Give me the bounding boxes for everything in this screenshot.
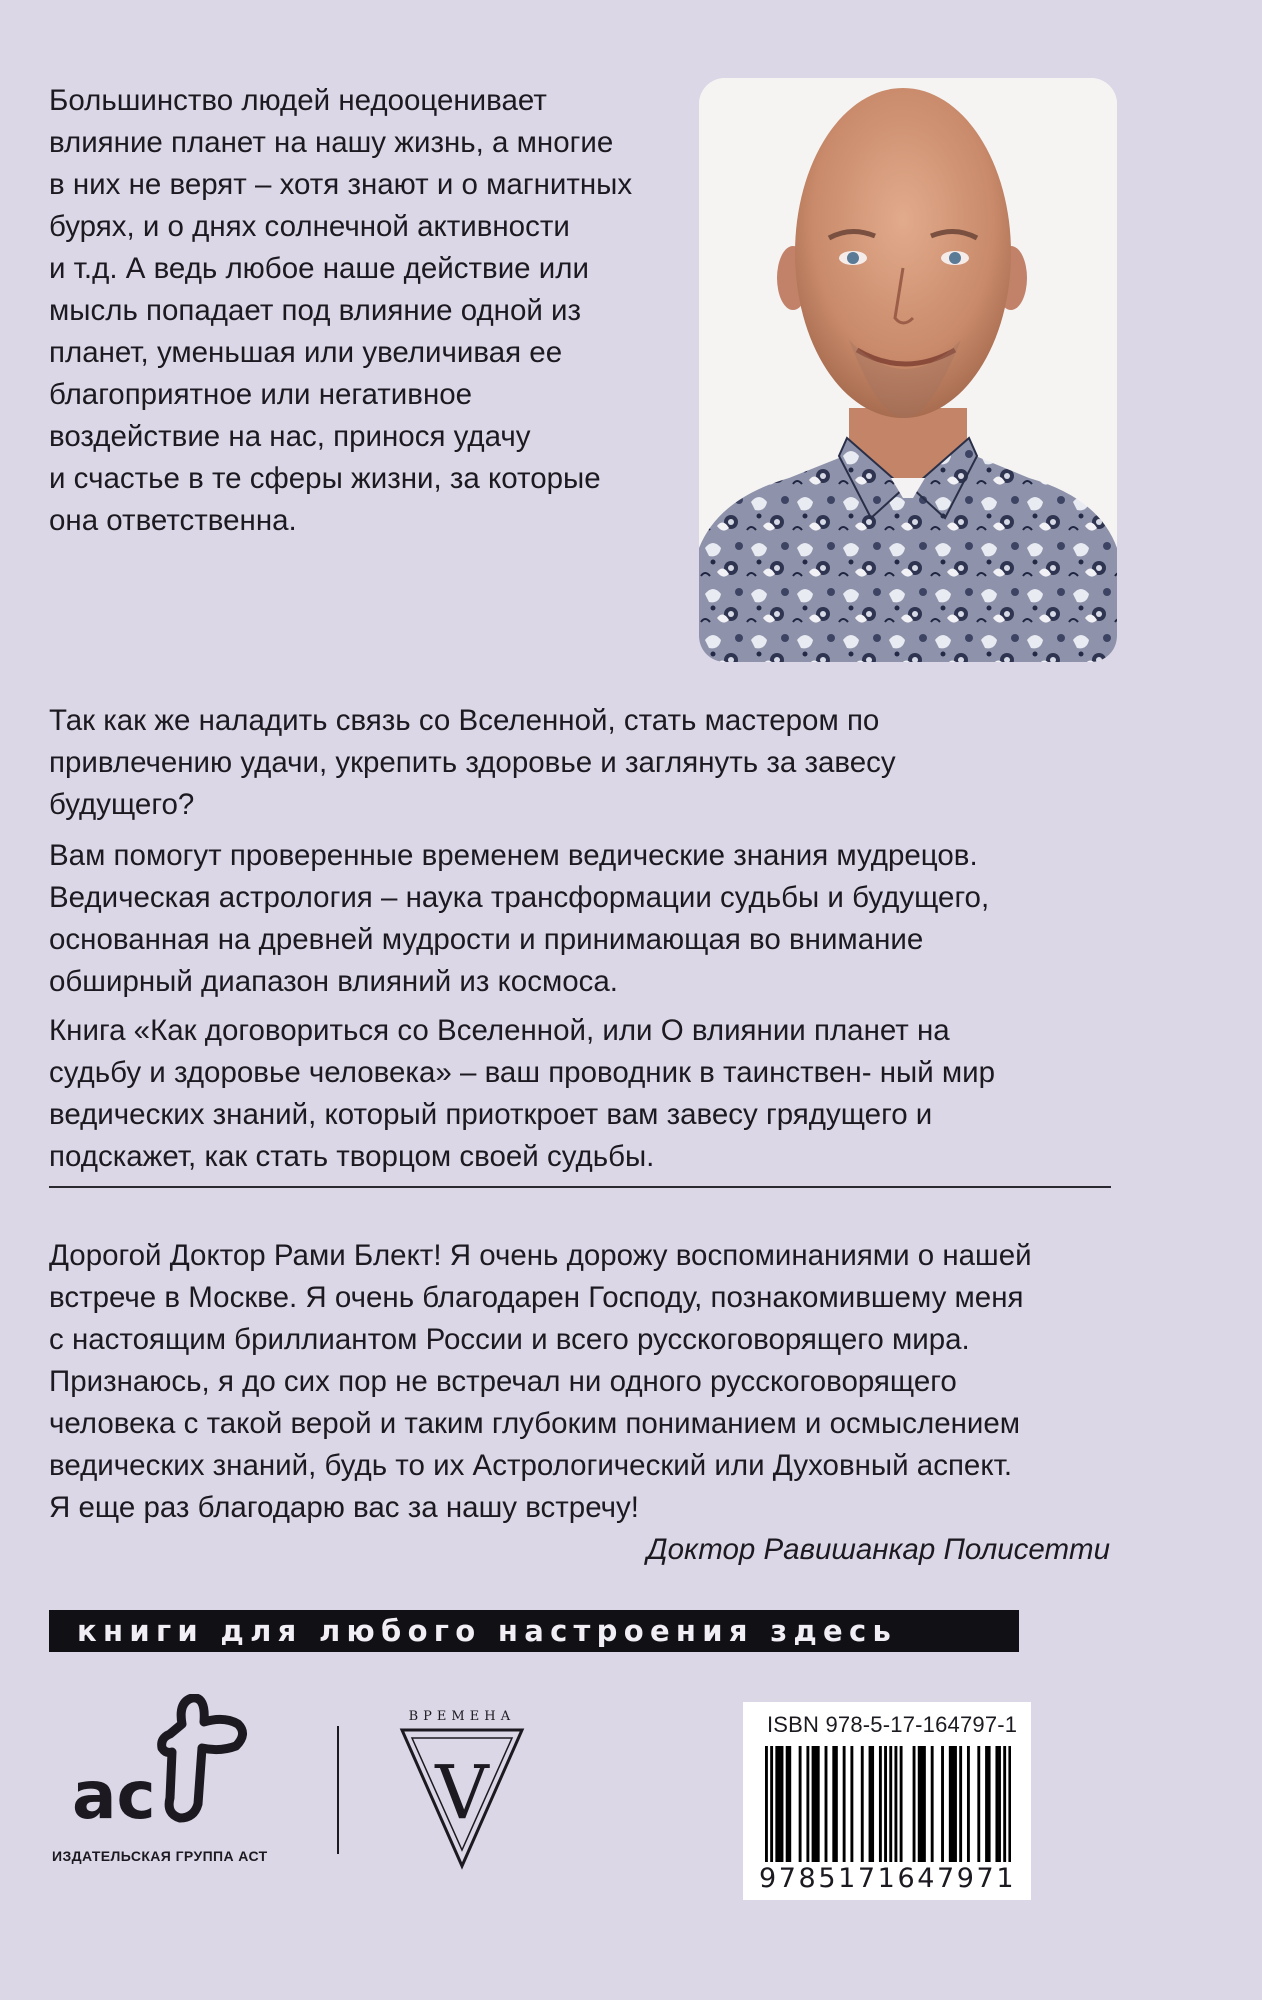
description-paragraph-2: Вам помогут проверенные временем ведические знания мудрецов. Ведическая астрология – наука трансформации судьбы и будущего, основанная на древней мудрости и принимающая во внимание обширный диапазон влияний из космоса. <box>49 839 990 998</box>
vremena-title: ВРЕМЕНА <box>408 1709 516 1724</box>
promo-banner: книги для любого настроения здесь <box>49 1610 1019 1652</box>
barcode-bar <box>923 1746 926 1862</box>
testimonial-signature: Доктор Равишанкар Полисетти <box>646 1533 1110 1566</box>
barcode-bar <box>900 1746 903 1862</box>
barcode-bar <box>949 1746 952 1862</box>
barcode-bar <box>977 1746 980 1862</box>
barcode-bar <box>959 1746 962 1862</box>
ast-logo-text: ac <box>72 1757 156 1834</box>
testimonial-text: Дорогой Доктор Рами Блект! Я очень дорожу воспоминаниями о нашей встрече в Москве. Я очень благодарен Господу, познакомившему меня с настоящим бриллиантом России и всего русскоговорящего мира. Признаюсь, я до сих пор не встречал ни одного русскоговорящего человека с такой верой и таким глубоким пониманием и осмыслением ведических знаний, будь то их Астрологический или Духовный аспект. Я еще раз благодарю вас за нашу встречу! <box>49 1239 1032 1524</box>
barcode-bar <box>988 1746 991 1862</box>
barcode-bar <box>951 1746 954 1862</box>
intro-paragraph: Большинство людей недооценивает влияние планет на нашу жизнь, а многие в них не верят – хотя знают и о магнитных бурях, и о днях солнечной активности и т.д. А ведь любое наше действие или мысль попадает под влияние одной из планет, уменьшая или увеличивая ее благоприятное или негативное воздействие на нас, принося удачу и счастье в те сферы жизни, за которые она ответственна. <box>49 84 633 537</box>
barcode-bar <box>799 1746 802 1862</box>
barcode-bar <box>1008 1746 1011 1862</box>
barcode-bar <box>998 1746 1001 1862</box>
barcode-bar <box>913 1746 916 1862</box>
barcode-bar <box>1003 1746 1006 1862</box>
barcode-bar <box>941 1746 944 1862</box>
barcode-bar <box>894 1746 897 1862</box>
barcode-bar <box>786 1746 789 1862</box>
barcode-bar <box>985 1746 988 1862</box>
barcode-bar <box>884 1746 887 1862</box>
section-divider <box>49 1186 1111 1188</box>
barcode-bar <box>806 1746 809 1862</box>
publisher-name: ИЗДАТЕЛЬСКАЯ ГРУППА АСТ <box>52 1848 268 1864</box>
ast-logo <box>70 1694 270 1834</box>
barcode-bar <box>812 1746 815 1862</box>
barcode-bar <box>835 1746 838 1862</box>
author-photo <box>699 78 1117 662</box>
barcode-bar <box>871 1746 874 1862</box>
logo-divider <box>337 1726 339 1854</box>
barcode-bar <box>817 1746 820 1862</box>
barcode-bar <box>788 1746 791 1862</box>
barcode-bar <box>879 1746 882 1862</box>
barcode-bar <box>850 1746 853 1862</box>
barcode-bar <box>765 1746 768 1862</box>
barcode-bar <box>920 1746 923 1862</box>
ean-number: 9785171647971 <box>759 1863 1017 1894</box>
description-paragraph-3: Книга «Как договориться со Вселенной, или О влиянии планет на судьбу и здоровье человека» – ваш проводник в таинствен- ный мир ведических знаний, который приоткроет вам завесу грядущего и подскажет, как стать творцом своей судьбы. <box>49 1014 996 1173</box>
vremena-logo <box>398 1700 526 1872</box>
barcode-bar <box>967 1746 970 1862</box>
isbn-label: ISBN 978-5-17-164797-1 <box>767 1712 1018 1737</box>
barcode-bar <box>889 1746 892 1862</box>
barcode-bar <box>832 1746 835 1862</box>
barcode-bar <box>918 1746 921 1862</box>
barcode-bar <box>861 1746 864 1862</box>
description-paragraph-1: Так как же наладить связь со Вселенной, стать мастером по привлечению удачи, укрепить здоровье и заглянуть за завесу будущего? <box>49 704 896 821</box>
barcode-bar <box>775 1746 778 1862</box>
barcode-bar <box>781 1746 784 1862</box>
barcode-bar <box>814 1746 817 1862</box>
barcode-block <box>743 1702 1031 1900</box>
barcode-bar <box>995 1746 998 1862</box>
vremena-letter: V <box>435 1750 489 1836</box>
barcode-bar <box>931 1746 934 1862</box>
barcode-bar <box>778 1746 781 1862</box>
barcode-bar <box>954 1746 957 1862</box>
barcode-bar <box>825 1746 828 1862</box>
barcode <box>765 1746 1011 1862</box>
barcode-bar <box>869 1746 872 1862</box>
barcode-bar <box>843 1746 846 1862</box>
barcode-bar <box>770 1746 773 1862</box>
